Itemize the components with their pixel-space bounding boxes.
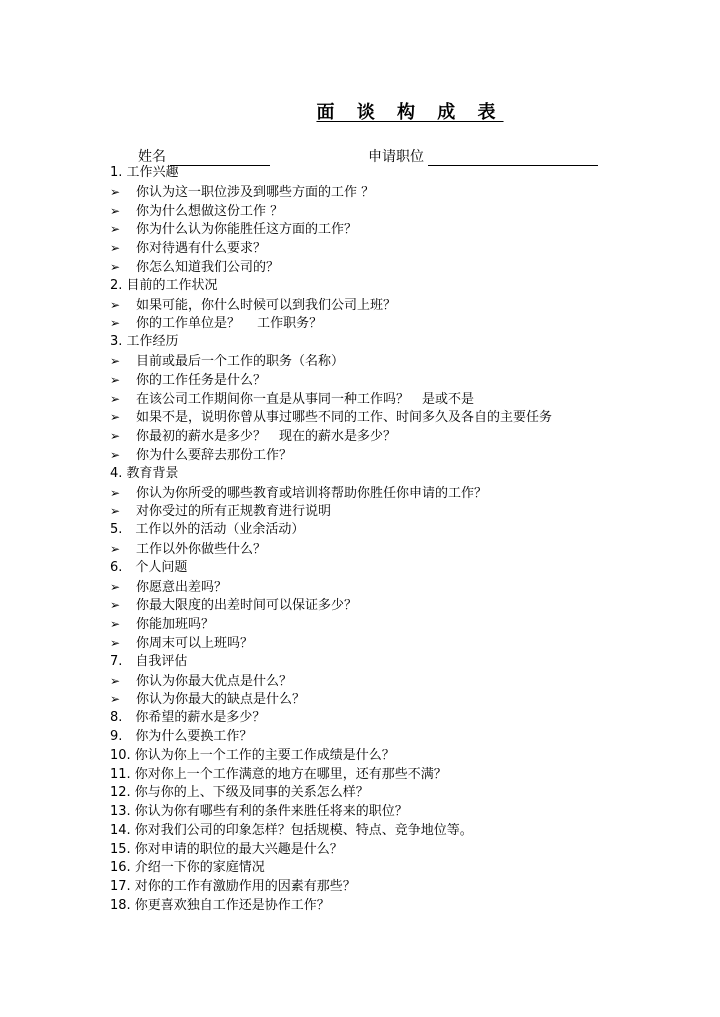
- arrow-bullet-icon: ➢: [110, 635, 121, 650]
- question-text: 你能加班吗？: [136, 617, 215, 633]
- question-item: [110, 220, 710, 239]
- arrow-bullet-icon: ➢: [110, 541, 121, 556]
- section-heading: [110, 653, 710, 672]
- question-text: 你为什么要辞去那份工作？: [136, 447, 293, 463]
- question-text: 对你受过的所有正规教育进行说明: [136, 504, 332, 520]
- question-text: 如果不是，说明你曾从事过哪些不同的工作、时间多久及各自的主要任务: [136, 410, 553, 426]
- question-item: [110, 314, 710, 333]
- arrow-bullet-icon: ➢: [110, 504, 121, 519]
- arrow-bullet-icon: ➢: [110, 391, 121, 406]
- question-text: 工作以外你做些什么？: [136, 541, 267, 557]
- arrow-bullet-icon: ➢: [110, 579, 121, 594]
- arrow-bullet-icon: ➢: [110, 485, 121, 500]
- arrow-bullet-icon: ➢: [110, 692, 121, 707]
- question-text: 你的工作单位是？ 工作职务？: [136, 316, 323, 332]
- question-item: [110, 484, 710, 503]
- question-item: [110, 672, 710, 691]
- question-text: 你认为你所受的哪些教育或培训将帮助你胜任你申请的工作？: [136, 485, 488, 501]
- position-field[interactable]: [368, 146, 598, 166]
- section-heading: [110, 465, 710, 484]
- arrow-bullet-icon: ➢: [110, 316, 121, 331]
- question-text: 你最大限度的出差时间可以保证多少？: [136, 598, 358, 614]
- question-item: [110, 634, 710, 653]
- section-heading: [110, 766, 710, 785]
- section-heading: [110, 878, 710, 897]
- question-text: 你怎么知道我们公司的？: [136, 259, 280, 275]
- heading-text: 2. 目前的工作状况: [110, 277, 218, 293]
- heading-text: 7. 自我评估: [110, 653, 188, 669]
- question-item: [110, 202, 710, 221]
- heading-text: 16. 介绍一下你的家庭情况: [110, 860, 265, 876]
- arrow-bullet-icon: ➢: [110, 673, 121, 688]
- heading-text: 15. 你对申请的职位的最大兴趣是什么？: [110, 841, 343, 857]
- heading-text: 5. 工作以外的活动（业余活动）: [110, 522, 305, 538]
- section-heading: [110, 784, 710, 803]
- section-heading: [110, 728, 710, 747]
- heading-text: 17. 对你的工作有激励作用的因素有那些？: [110, 879, 356, 895]
- name-label: 姓名: [138, 149, 166, 165]
- question-item: [110, 239, 710, 258]
- section-heading: [110, 841, 710, 860]
- question-item: [110, 408, 710, 427]
- section-heading: [110, 164, 710, 183]
- arrow-bullet-icon: ➢: [110, 203, 121, 218]
- heading-text: 13. 你认为你有哪些有利的条件来胜任将来的职位？: [110, 804, 408, 820]
- position-label: 申请职位: [368, 149, 424, 165]
- section-heading: [110, 822, 710, 841]
- arrow-bullet-icon: ➢: [110, 410, 121, 425]
- section-heading: [110, 803, 710, 822]
- heading-text: 4. 教育背景: [110, 465, 179, 481]
- question-text: 你愿意出差吗？: [136, 579, 228, 595]
- question-text: 你周末可以上班吗？: [136, 635, 254, 651]
- question-item: [110, 615, 710, 634]
- heading-text: 3. 工作经历: [110, 334, 179, 350]
- section-heading: [110, 333, 710, 352]
- question-item: [110, 258, 710, 277]
- question-text: 你对待遇有什么要求？: [136, 241, 267, 257]
- question-text: 你的工作任务是什么？: [136, 372, 267, 388]
- section-heading: [110, 897, 710, 916]
- heading-text: 11. 你对你上一个工作满意的地方在哪里，还有那些不满？: [110, 766, 447, 782]
- heading-text: 18. 你更喜欢独自工作还是协作工作？: [110, 898, 330, 914]
- question-text: 你最初的薪水是多少？ 现在的薪水是多少？: [136, 429, 397, 445]
- name-field[interactable]: [138, 146, 270, 166]
- question-item: [110, 390, 710, 409]
- arrow-bullet-icon: ➢: [110, 447, 121, 462]
- question-item: [110, 427, 710, 446]
- question-item: [110, 183, 710, 202]
- question-text: 你为什么认为你能胜任这方面的工作？: [136, 222, 358, 238]
- arrow-bullet-icon: ➢: [110, 184, 121, 199]
- question-item: [110, 502, 710, 521]
- heading-text: 1. 工作兴趣: [110, 165, 179, 180]
- heading-text: 9. 你为什么要换工作？: [110, 728, 253, 744]
- section-heading: [110, 859, 710, 878]
- arrow-bullet-icon: ➢: [110, 353, 121, 368]
- question-item: [110, 446, 710, 465]
- question-text: 你认为你最大优点是什么？: [136, 673, 293, 689]
- heading-text: 6. 个人问题: [110, 559, 188, 575]
- question-text: 你认为这一职位涉及到哪些方面的工作 ？: [136, 184, 375, 200]
- question-text: 目前或最后一个工作的职务（名称）: [136, 353, 345, 369]
- arrow-bullet-icon: ➢: [110, 259, 121, 274]
- question-item: [110, 296, 710, 315]
- section-heading: [110, 559, 710, 578]
- arrow-bullet-icon: ➢: [110, 598, 121, 613]
- question-text: 如果可能，你什么时候可以到我们公司上班？: [136, 297, 397, 313]
- arrow-bullet-icon: ➢: [110, 617, 121, 632]
- question-item: [110, 371, 710, 390]
- section-heading: [110, 277, 710, 296]
- question-item: [110, 596, 710, 615]
- question-item: [110, 352, 710, 371]
- question-list: [110, 164, 710, 916]
- heading-text: 14. 你对我们公司的印象怎样？包括规模、特点、竞争地位等。: [110, 822, 473, 838]
- heading-text: 12. 你与你的上、下级及同事的关系怎么样？: [110, 785, 369, 801]
- section-heading: [110, 521, 710, 540]
- section-heading: [110, 709, 710, 728]
- section-heading: [110, 747, 710, 766]
- arrow-bullet-icon: ➢: [110, 297, 121, 312]
- document-title: 面 谈 构 成 表: [316, 102, 504, 123]
- arrow-bullet-icon: ➢: [110, 429, 121, 444]
- question-item: [110, 690, 710, 709]
- question-text: 你为什么想做这份工作 ？: [136, 203, 284, 219]
- arrow-bullet-icon: ➢: [110, 222, 121, 237]
- heading-text: 8. 你希望的薪水是多少？: [110, 710, 266, 726]
- heading-text: 10. 你认为你上一个工作的主要工作成绩是什么？: [110, 747, 395, 763]
- question-text: 在该公司工作期间你一直是从事同一种工作吗？ 是或不是: [136, 391, 475, 407]
- question-item: [110, 578, 710, 597]
- arrow-bullet-icon: ➢: [110, 372, 121, 387]
- arrow-bullet-icon: ➢: [110, 241, 121, 256]
- question-item: [110, 540, 710, 559]
- question-text: 你认为你最大的缺点是什么？: [136, 692, 306, 708]
